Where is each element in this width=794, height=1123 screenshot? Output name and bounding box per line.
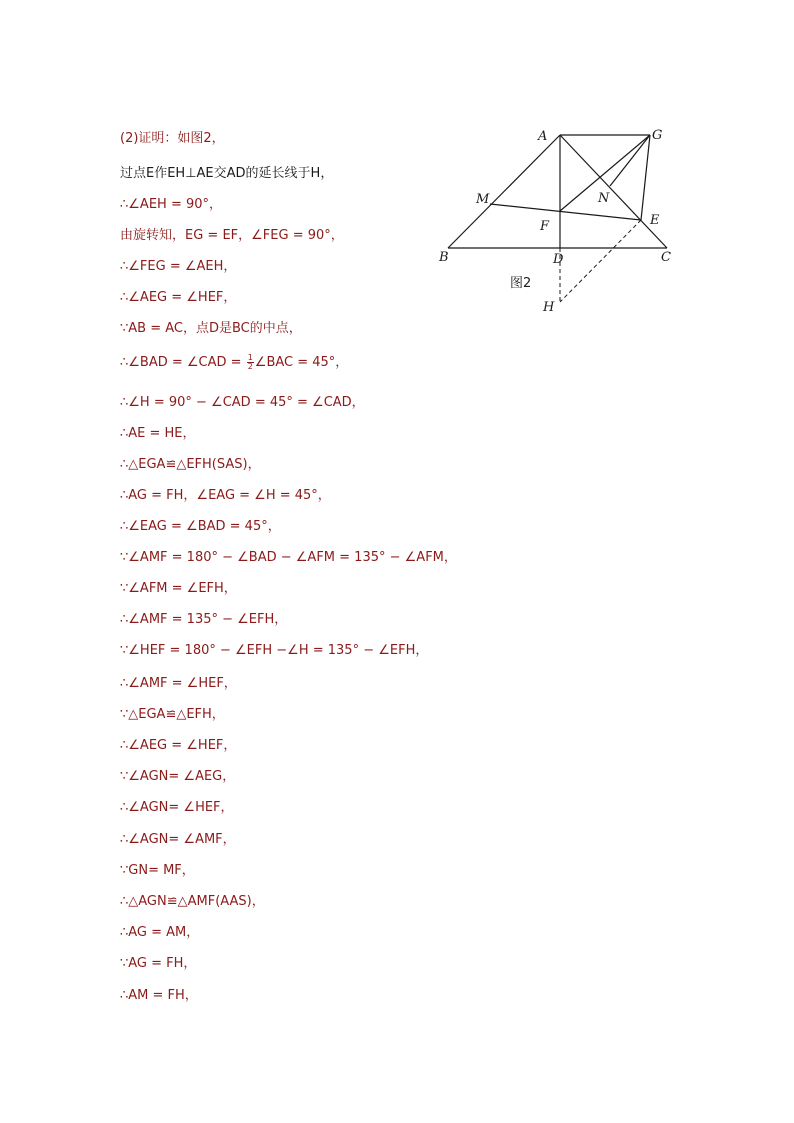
proof-line: ∴∠AMF = ∠HEF， xyxy=(120,676,237,691)
proof-line: ∵GN= MF， xyxy=(120,863,195,878)
proof-line: ∴△AGN≌△AMF(AAS)， xyxy=(120,894,265,909)
proof-line: ∴∠AEH = 90°， xyxy=(120,197,223,212)
proof-line: ∵AG = FH， xyxy=(120,956,197,971)
proof-line: ∵∠AFM = ∠EFH， xyxy=(120,581,237,596)
proof-line: ∴∠AGN= ∠HEF， xyxy=(120,800,234,815)
proof-line: ∴∠EAG = ∠BAD = 45°， xyxy=(120,519,281,534)
proof-line: (2)证明：如图2， xyxy=(120,131,225,146)
proof-line: ∴AM = FH， xyxy=(120,988,198,1003)
segment-GE xyxy=(641,135,650,220)
label-B: B xyxy=(439,250,449,265)
label-E: E xyxy=(650,213,660,228)
proof-line: ∵AB = AC，点D是BC的中点， xyxy=(120,321,302,336)
segment-NG xyxy=(610,135,650,186)
proof-line: ∵△EGA≌△EFH， xyxy=(120,707,225,722)
label-H: H xyxy=(543,300,555,315)
figure-caption: 图2 xyxy=(510,276,532,291)
label-F: F xyxy=(540,219,550,234)
label-M: M xyxy=(476,192,490,207)
proof-line: 由旋转知，EG = EF，∠FEG = 90°， xyxy=(120,228,344,243)
proof-line: ∴∠H = 90° − ∠CAD = 45° = ∠CAD， xyxy=(120,395,365,410)
proof-line: ∵∠AMF = 180° − ∠BAD − ∠AFM = 135° − ∠AFM， xyxy=(120,550,457,565)
fraction: $\frac{1}{2}$ xyxy=(247,353,253,371)
proof-line: ∴∠AGN= ∠AMF， xyxy=(120,832,236,847)
proof-line: 过点E作EH⊥AE交AD的延长线于H， xyxy=(120,166,334,181)
proof-line: ∴∠AEG = ∠HEF， xyxy=(120,290,237,305)
proof-line: ∵∠HEF = 180° − ∠EFH −∠H = 135° − ∠EFH， xyxy=(120,643,429,658)
proof-line: ∵∠AGN= ∠AEG， xyxy=(120,769,236,784)
proof-line: ∴AE = HE， xyxy=(120,426,196,441)
proof-line-fraction: ∴∠BAD = ∠CAD = $\frac{1}{2}$ ∠BAC = 45°， xyxy=(120,353,349,371)
label-C: C xyxy=(661,250,671,265)
label-G: G xyxy=(652,128,663,143)
proof-line: ∴AG = AM， xyxy=(120,925,200,940)
label-D: D xyxy=(553,252,564,267)
segment-EH-dashed xyxy=(560,220,641,302)
geometry-figure xyxy=(430,120,690,320)
proof-line: ∴△EGA≌△EFH(SAS)， xyxy=(120,457,261,472)
proof-line: ∴∠AEG = ∠HEF， xyxy=(120,738,237,753)
label-A: A xyxy=(538,129,548,144)
label-N: N xyxy=(598,191,610,206)
proof-line: ∴∠FEG = ∠AEH， xyxy=(120,259,237,274)
segment-AC xyxy=(560,135,667,248)
proof-line: ∴AG = FH，∠EAG = ∠H = 45°， xyxy=(120,488,331,503)
proof-line: ∴∠AMF = 135° − ∠EFH， xyxy=(120,612,288,627)
